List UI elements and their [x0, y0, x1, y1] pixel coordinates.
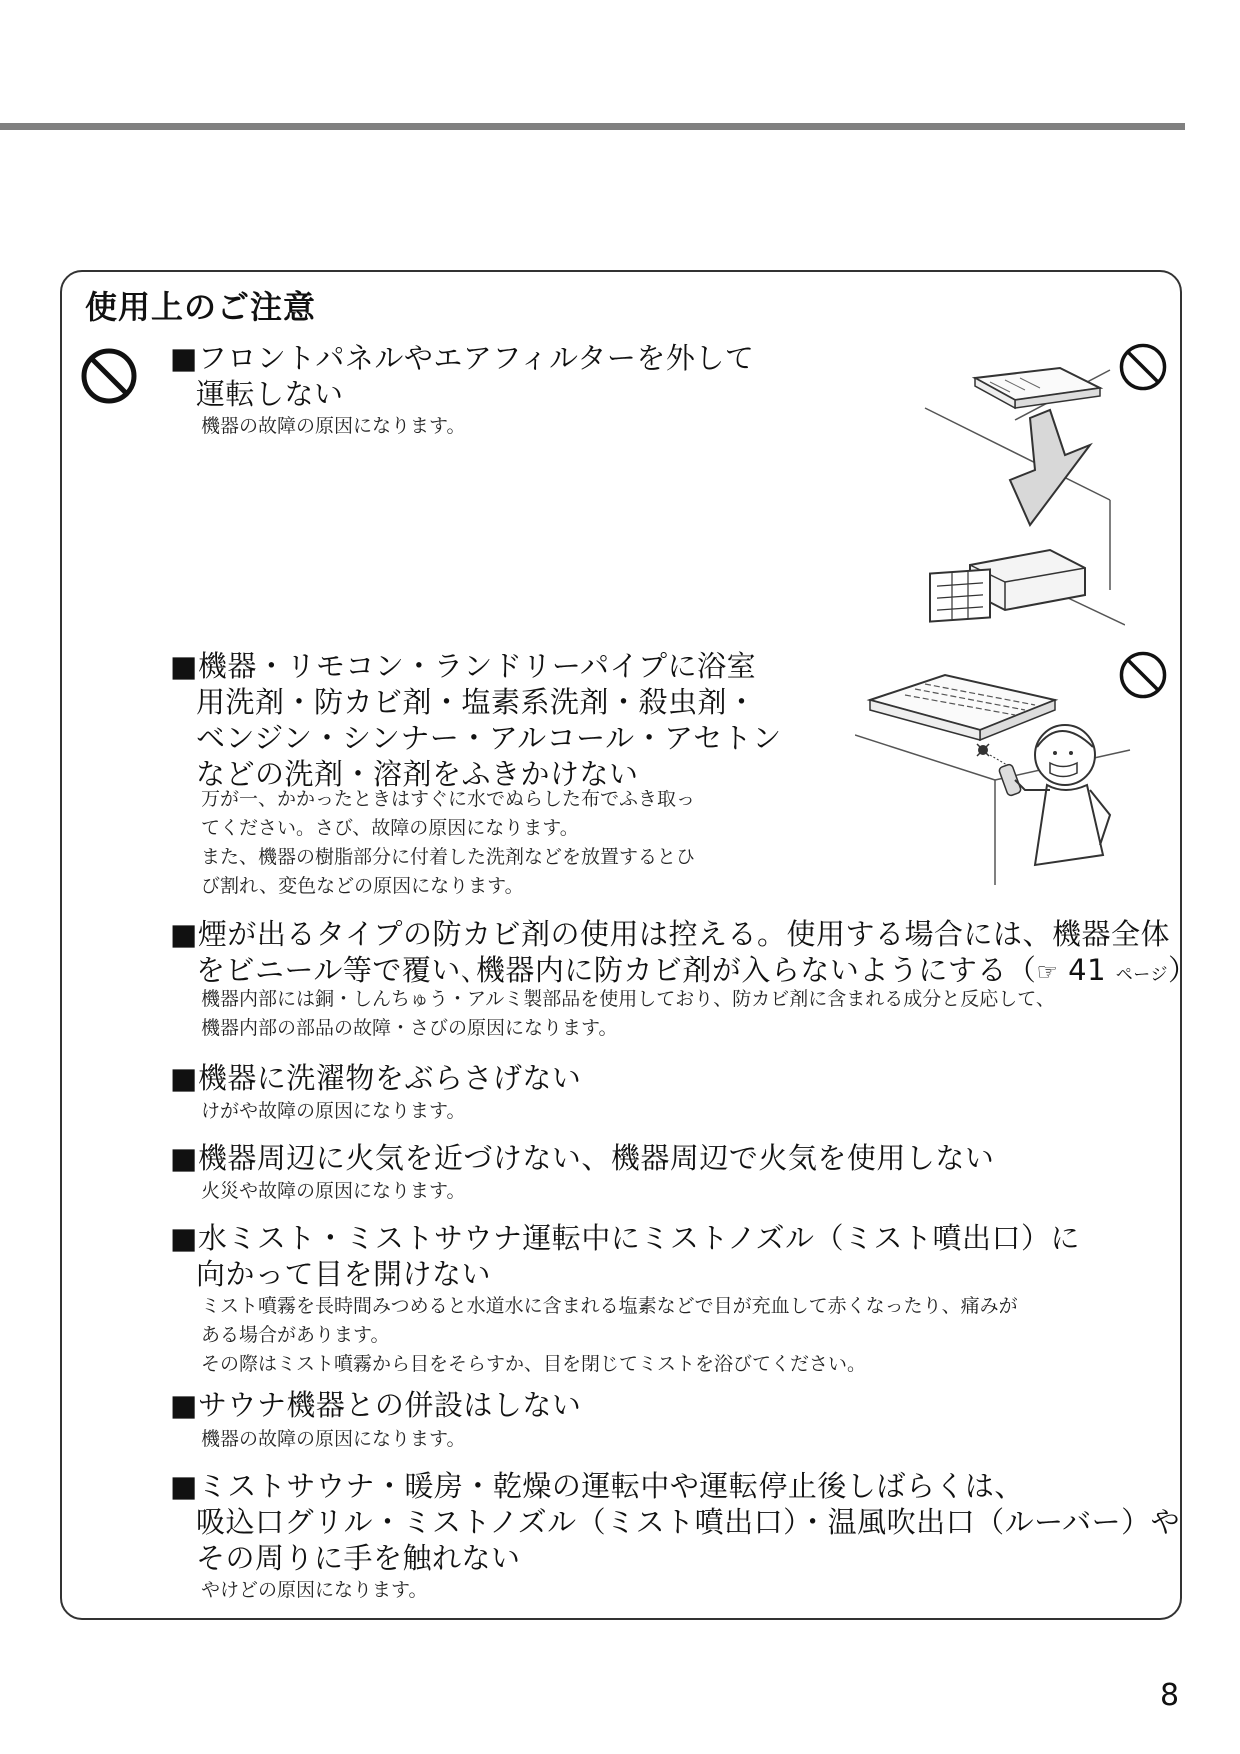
description-line: び割れ、変色などの原因になります。	[201, 875, 524, 897]
heading-line: などの洗剤・溶剤をふきかけない	[196, 757, 639, 791]
caution-description	[201, 1292, 1018, 1379]
caution-heading	[170, 1140, 994, 1176]
heading-line: 用洗剤・防カビ剤・塩素系洗剤・殺虫剤・	[196, 685, 757, 719]
page-reference[interactable]: （☞ 41 ページ）	[1006, 953, 1198, 987]
description-line: やけどの原因になります。	[201, 1579, 428, 1601]
description-line: 機器の故障の原因になります。	[201, 1428, 466, 1450]
caution-heading	[170, 1060, 581, 1096]
description-line: けがや故障の原因になります。	[201, 1100, 466, 1122]
caution-description	[201, 1425, 465, 1454]
caution-heading	[170, 1220, 1080, 1292]
reference-page-unit: ページ	[1115, 965, 1168, 985]
heading-line: 向かって目を開けない	[196, 1257, 492, 1291]
heading-line: ■機器・リモコン・ランドリーパイプに浴室	[170, 649, 757, 683]
caution-description	[201, 1576, 427, 1605]
description-line: ミスト噴霧を長時間みつめると水道水に含まれる塩素などで目が充血して赤くなったり、痛みが	[201, 1295, 1018, 1317]
description-line: 万が一、かかったときはすぐに水でぬらした布でふき取っ	[201, 788, 696, 810]
spray-warning-illustration	[855, 655, 1135, 885]
caution-description	[201, 785, 695, 901]
caution-description	[201, 1097, 465, 1126]
description-line: 火災や故障の原因になります。	[201, 1180, 466, 1202]
heading-line: ■機器周辺に火気を近づけない、機器周辺で火気を使用しない	[170, 1141, 995, 1175]
caution-description	[201, 985, 1055, 1043]
panel-removal-illustration	[910, 360, 1125, 640]
description-line: ある場合があります。	[201, 1324, 390, 1346]
heading-line: ■水ミスト・ミストサウナ運転中にミストノズル（ミスト噴出口）に	[170, 1221, 1081, 1255]
heading-line: 吸込口グリル・ミストノズル（ミスト噴出口）・温風吹出口（ルーバー）や	[196, 1505, 1181, 1539]
heading-line: 運転しない	[196, 377, 344, 411]
caution-heading	[170, 648, 782, 792]
section-title: 使用上のご注意	[85, 288, 317, 326]
caution-heading	[170, 916, 1197, 993]
description-line: 機器内部には銅・しんちゅう・アルミ製部品を使用しており、防カビ剤に含まれる成分と反応して、	[201, 988, 1055, 1010]
caution-heading	[170, 1468, 1180, 1576]
heading-line: ベンジン・シンナー・アルコール・アセトン	[196, 721, 782, 755]
heading-line: ■機器に洗濯物をぶらさげない	[170, 1061, 582, 1095]
caution-description	[201, 412, 465, 441]
top-rule	[0, 123, 1185, 130]
prohibition-icon	[1118, 342, 1168, 392]
description-line: てください。さび、故障の原因になります。	[201, 817, 579, 839]
description-line: その際はミスト噴霧から目をそらすか、目を閉じてミストを浴びてください。	[201, 1353, 867, 1375]
heading-line: ■フロントパネルやエアフィルターを外して	[170, 341, 755, 375]
heading-line: その周りに手を触れない	[196, 1541, 521, 1575]
heading-line-text: をビニール等で覆い､機器内に防カビ剤が入らないようにする	[196, 953, 1007, 987]
description-line: 機器の故障の原因になります。	[201, 415, 466, 437]
page-number: 8	[1160, 1678, 1180, 1713]
reference-page-number: 41	[1068, 953, 1107, 987]
description-line: 機器内部の部品の故障・さびの原因になります。	[201, 1017, 618, 1039]
caution-heading	[170, 340, 754, 412]
prohibition-icon	[80, 347, 138, 405]
heading-line: ■ミストサウナ・暖房・乾燥の運転中や運転停止後しばらくは、	[170, 1469, 1024, 1503]
caution-heading	[170, 1387, 581, 1423]
heading-line: ■サウナ機器との併設はしない	[170, 1388, 582, 1422]
pointing-hand-icon: ☞	[1036, 958, 1059, 986]
description-line: また、機器の樹脂部分に付着した洗剤などを放置するとひ	[201, 846, 696, 868]
caution-description	[201, 1177, 465, 1206]
heading-line: ■煙が出るタイプの防カビ剤の使用は控える。使用する場合には、機器全体	[170, 917, 1170, 951]
